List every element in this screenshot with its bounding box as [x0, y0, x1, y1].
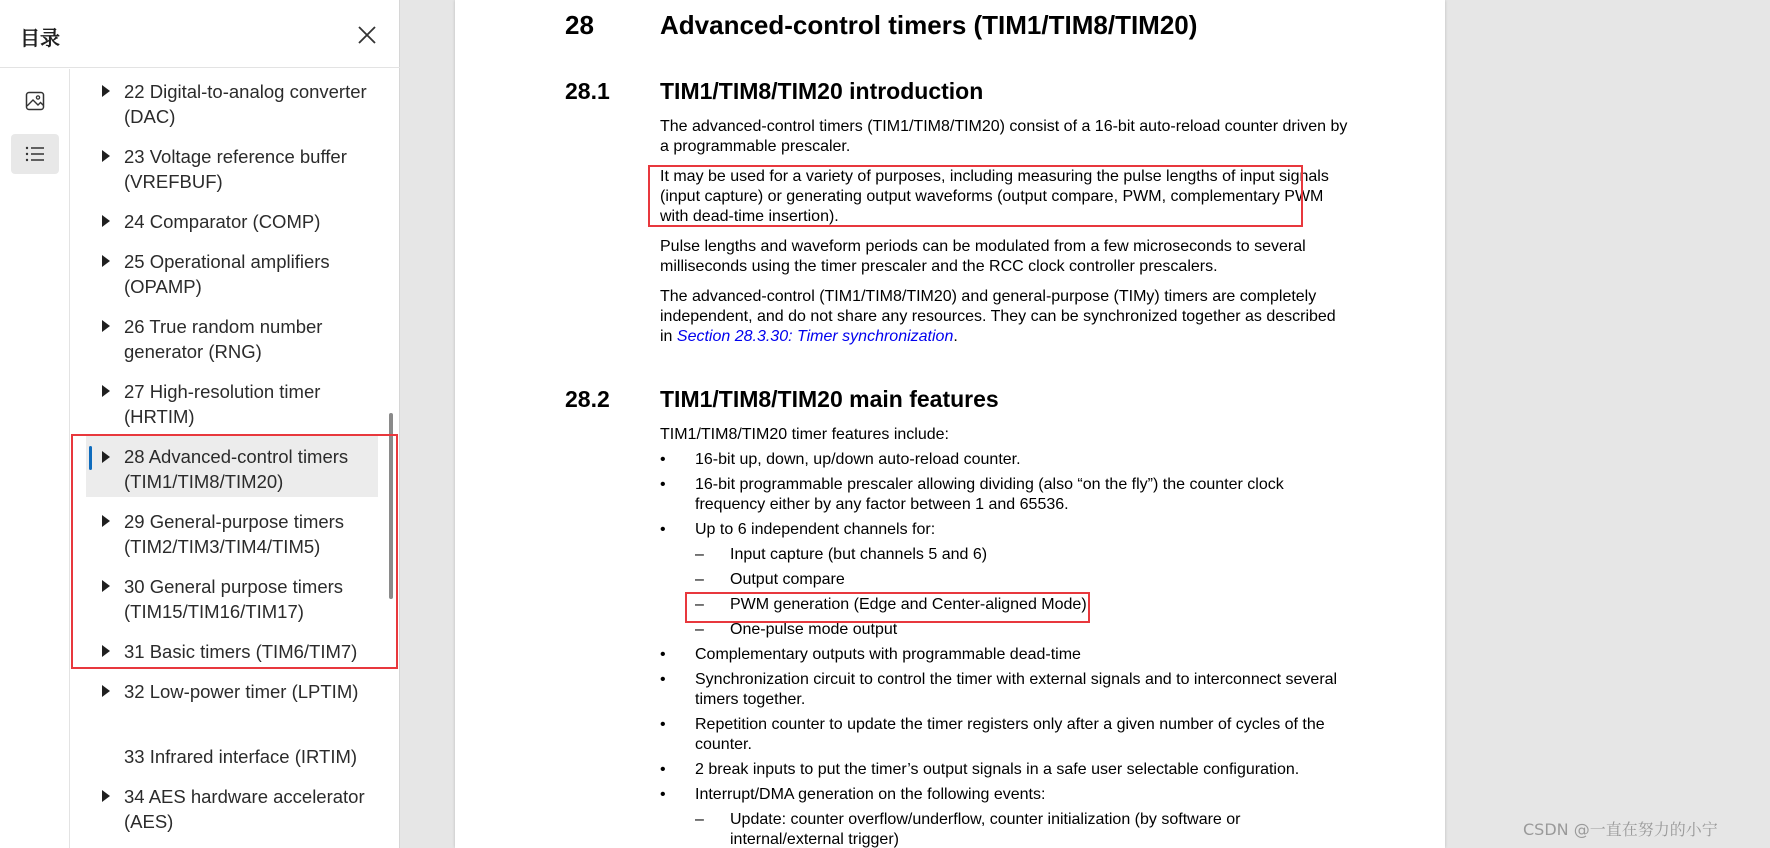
bullet-icon: •	[660, 786, 666, 803]
list-item: 16-bit programmable prescaler allowing dividing (also “on the fly”) the counter clock frequency either by any factor between 1 and 65536.	[695, 476, 1284, 513]
toc-item-label: 26 True random number generator (RNG)	[124, 316, 323, 362]
toc-item-22[interactable]	[86, 73, 378, 125]
expand-arrow-icon[interactable]	[102, 255, 110, 267]
toc-item-23[interactable]	[86, 138, 378, 190]
section-number: 28.2	[565, 386, 610, 412]
toc-item-label: 30 General purpose timers (TIM15/TIM16/TIM17)	[124, 576, 344, 622]
paragraph	[660, 287, 1350, 347]
close-icon[interactable]	[354, 22, 380, 48]
expand-arrow-icon[interactable]	[102, 85, 110, 97]
bullet-icon: •	[660, 476, 666, 493]
toc-item-label: 25 Operational amplifiers (OPAMP)	[124, 251, 330, 297]
dash-icon: –	[695, 596, 704, 613]
thumbnails-button[interactable]	[11, 81, 59, 121]
dash-icon: –	[695, 811, 704, 828]
dash-icon: –	[695, 621, 704, 638]
list-item: Output compare	[730, 571, 845, 588]
toc-item-label: 28 Advanced-control timers (TIM1/TIM8/TIM20)	[124, 446, 349, 492]
annotation-box-pwm	[685, 592, 1090, 623]
toc-item-25[interactable]	[86, 243, 378, 295]
section-title: TIM1/TIM8/TIM20 main features	[660, 386, 999, 412]
toc-item-26[interactable]	[86, 308, 378, 360]
paragraph: Pulse lengths and waveform periods can be modulated from a few microseconds to several milliseconds using the timer prescaler and the RCC clock controller prescalers.	[660, 238, 1306, 275]
toc-item-label: 24 Comparator (COMP)	[124, 211, 321, 232]
toc-item-27[interactable]	[86, 373, 378, 425]
list-icon	[24, 143, 46, 165]
paragraph-highlighted: It may be used for a variety of purposes, including measuring the pulse lengths of input signals (input capture) or generating output waveforms (output compare, PWM, complementary PWM with dead-time insertion).	[660, 168, 1329, 225]
expand-arrow-icon[interactable]	[102, 150, 110, 162]
list-item: Up to 6 independent channels for:	[695, 521, 936, 538]
toc-item-label: 31 Basic timers (TIM6/TIM7)	[124, 641, 358, 662]
sidebar-title: 目录	[20, 26, 60, 50]
outline-sidebar	[0, 0, 400, 848]
bullet-icon: •	[660, 646, 666, 663]
list-item: Update: counter overflow/underflow, counter initialization (by software or internal/external trigger)	[730, 811, 1241, 848]
annotation-box-toc	[71, 434, 398, 669]
dash-icon: –	[695, 571, 704, 588]
paragraph-text: .	[953, 328, 958, 345]
expand-arrow-icon[interactable]	[102, 685, 110, 697]
bullet-icon: •	[660, 451, 666, 468]
toc-item-33[interactable]	[86, 738, 378, 772]
list-item: Input capture (but channels 5 and 6)	[730, 546, 988, 563]
expand-arrow-icon[interactable]	[102, 320, 110, 332]
list-item: Complementary outputs with programmable dead-time	[695, 646, 1081, 663]
list-item: Synchronization circuit to control the timer with external signals and to interconnect several timers together.	[695, 671, 1338, 708]
paragraph: The advanced-control timers (TIM1/TIM8/TIM20) consist of a 16-bit auto-reload counter driven by a programmable prescaler.	[660, 118, 1348, 155]
section-number: 28.1	[565, 78, 610, 104]
expand-arrow-icon[interactable]	[102, 385, 110, 397]
toc-item-24[interactable]	[86, 203, 378, 237]
sidebar-rail	[0, 69, 70, 848]
pdf-page	[455, 0, 1445, 848]
toc-item-label: 29 General-purpose timers (TIM2/TIM3/TIM4/TIM5)	[124, 511, 345, 557]
list-item: 16-bit up, down, up/down auto-reload counter.	[695, 451, 1021, 468]
list-item: Interrupt/DMA generation on the following events:	[695, 786, 1046, 803]
chapter-title: Advanced-control timers (TIM1/TIM8/TIM20)	[660, 10, 1198, 40]
chapter-number: 28	[565, 10, 594, 40]
bullet-icon: •	[660, 716, 666, 733]
toc-item-34[interactable]	[86, 778, 378, 830]
list-item-highlighted: PWM generation (Edge and Center-aligned Mode)	[730, 596, 1087, 613]
paragraph-text: The advanced-control (TIM1/TIM8/TIM20) and general-purpose (TIMy) timers are completely independent, and do not share any resources. They can be synchronized together as described in	[660, 288, 1336, 345]
bullet-icon: •	[660, 761, 666, 778]
annotation-box-paragraph	[648, 165, 1303, 227]
sidebar-header	[0, 0, 400, 68]
list-item: One-pulse mode output	[730, 621, 898, 638]
toc-item-32[interactable]	[86, 673, 378, 725]
features-intro: TIM1/TIM8/TIM20 timer features include:	[660, 426, 949, 443]
toc-item-label: 34 AES hardware accelerator (AES)	[124, 786, 365, 832]
bullet-icon: •	[660, 671, 666, 688]
toc-item-label: 27 High-resolution timer (HRTIM)	[124, 381, 321, 427]
bullet-icon: •	[660, 521, 666, 538]
list-item: Repetition counter to update the timer registers only after a given number of cycles of the counter.	[695, 716, 1325, 753]
section-title: TIM1/TIM8/TIM20 introduction	[660, 78, 984, 104]
watermark: CSDN @一直在努力的小宁	[1523, 820, 1718, 839]
toc-item-label: 33 Infrared interface (IRTIM)	[124, 746, 358, 767]
expand-arrow-icon[interactable]	[102, 215, 110, 227]
dash-icon: –	[695, 546, 704, 563]
toc-item-label: 22 Digital-to-analog converter (DAC)	[124, 81, 367, 127]
list-item: 2 break inputs to put the timer’s output signals in a safe user selectable configuration.	[695, 761, 1300, 778]
toc-item-label: 32 Low-power timer (LPTIM)	[124, 681, 359, 702]
expand-arrow-icon[interactable]	[102, 790, 110, 802]
section-link[interactable]: Section 28.3.30: Timer synchronization	[676, 328, 954, 345]
toc-item-label: 23 Voltage reference buffer (VREFBUF)	[124, 146, 347, 192]
outline-button[interactable]	[11, 134, 59, 174]
image-icon	[24, 90, 46, 112]
